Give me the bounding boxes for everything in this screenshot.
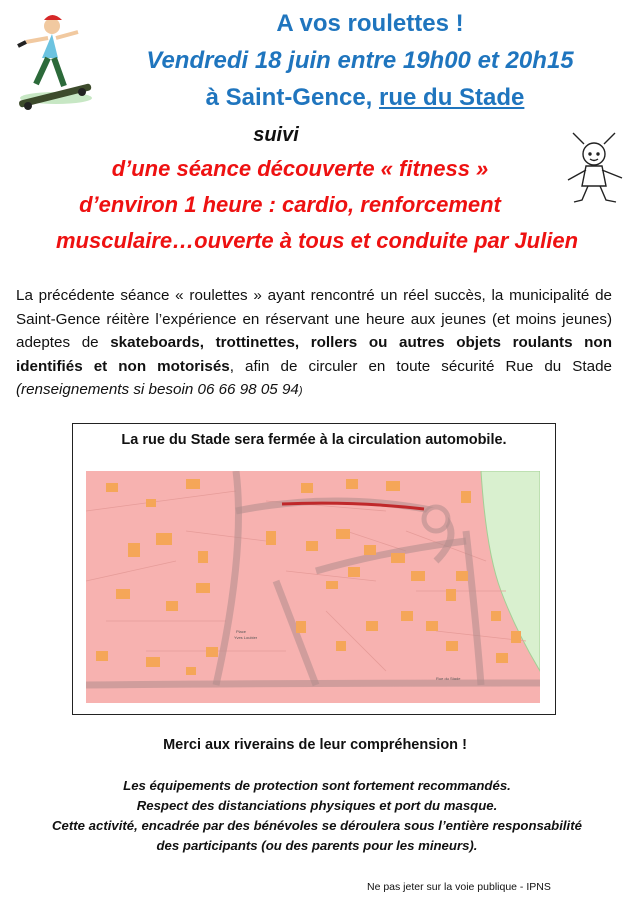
map-label-rue-stade: Rue du Stade [436,676,461,681]
intro-paragraph [16,284,612,404]
title-location [150,84,580,112]
title-date: Vendredi 18 juin entre 19h00 et 20h15 [146,47,574,74]
skateboarder-illustration [12,6,98,116]
note-line-4: des participants (ou des parents pour les mineurs). [156,838,478,853]
map-label-place-name: Yves Loubier [234,635,258,640]
title-line-1: A vos roulettes ! [276,10,464,37]
note-line-3: Cette activité, encadrée par des bénévoles se déroulera sous l’entière responsabilité [52,818,582,833]
activity-line-3: musculaire…ouverte à tous et conduite par Julien [55,228,579,253]
activity-line-1: d’une séance découverte « fitness » [111,156,489,181]
note-line-2: Respect des distanciations physiques et port du masque. [136,798,498,813]
title-location-street: rue du Stade [379,84,525,111]
note-line-1: Les équipements de protection sont fortement recommandés. [123,778,511,793]
title-location-prefix: à Saint-Gence, [205,84,380,111]
street-map [86,471,540,703]
thanks-message: Merci aux riverains de leur compréhension ! [163,737,467,753]
map-label-place: Place [236,629,247,634]
intro-bold-text: skateboards, trottinettes, rollers ou autres objets roulants non identifiés et non motorisés [16,334,612,375]
contact-close: ) [298,385,303,398]
intro-text-1: La précédente séance « roulettes » ayant rencontré un réel succès, la municipalité de Saint-Gence réitère l’expérience en réservant une heure aux jeunes (et moins jeunes) adeptes de [16,287,612,352]
activity-line-2: d’environ 1 heure : cardio, renforcement [79,192,501,217]
intro-text-2: , afin de circuler en toute sécurité Rue du Stade [229,357,612,375]
suivi-label: suivi [253,124,299,146]
contact-info: (renseignements si besoin 06 66 98 05 94 [16,381,299,399]
map-caption: La rue du Stade sera fermée à la circulation automobile. [121,432,507,448]
cartoon-child-illustration [560,130,630,210]
footer-notice: Ne pas jeter sur la voie publique - IPNS [367,881,551,893]
